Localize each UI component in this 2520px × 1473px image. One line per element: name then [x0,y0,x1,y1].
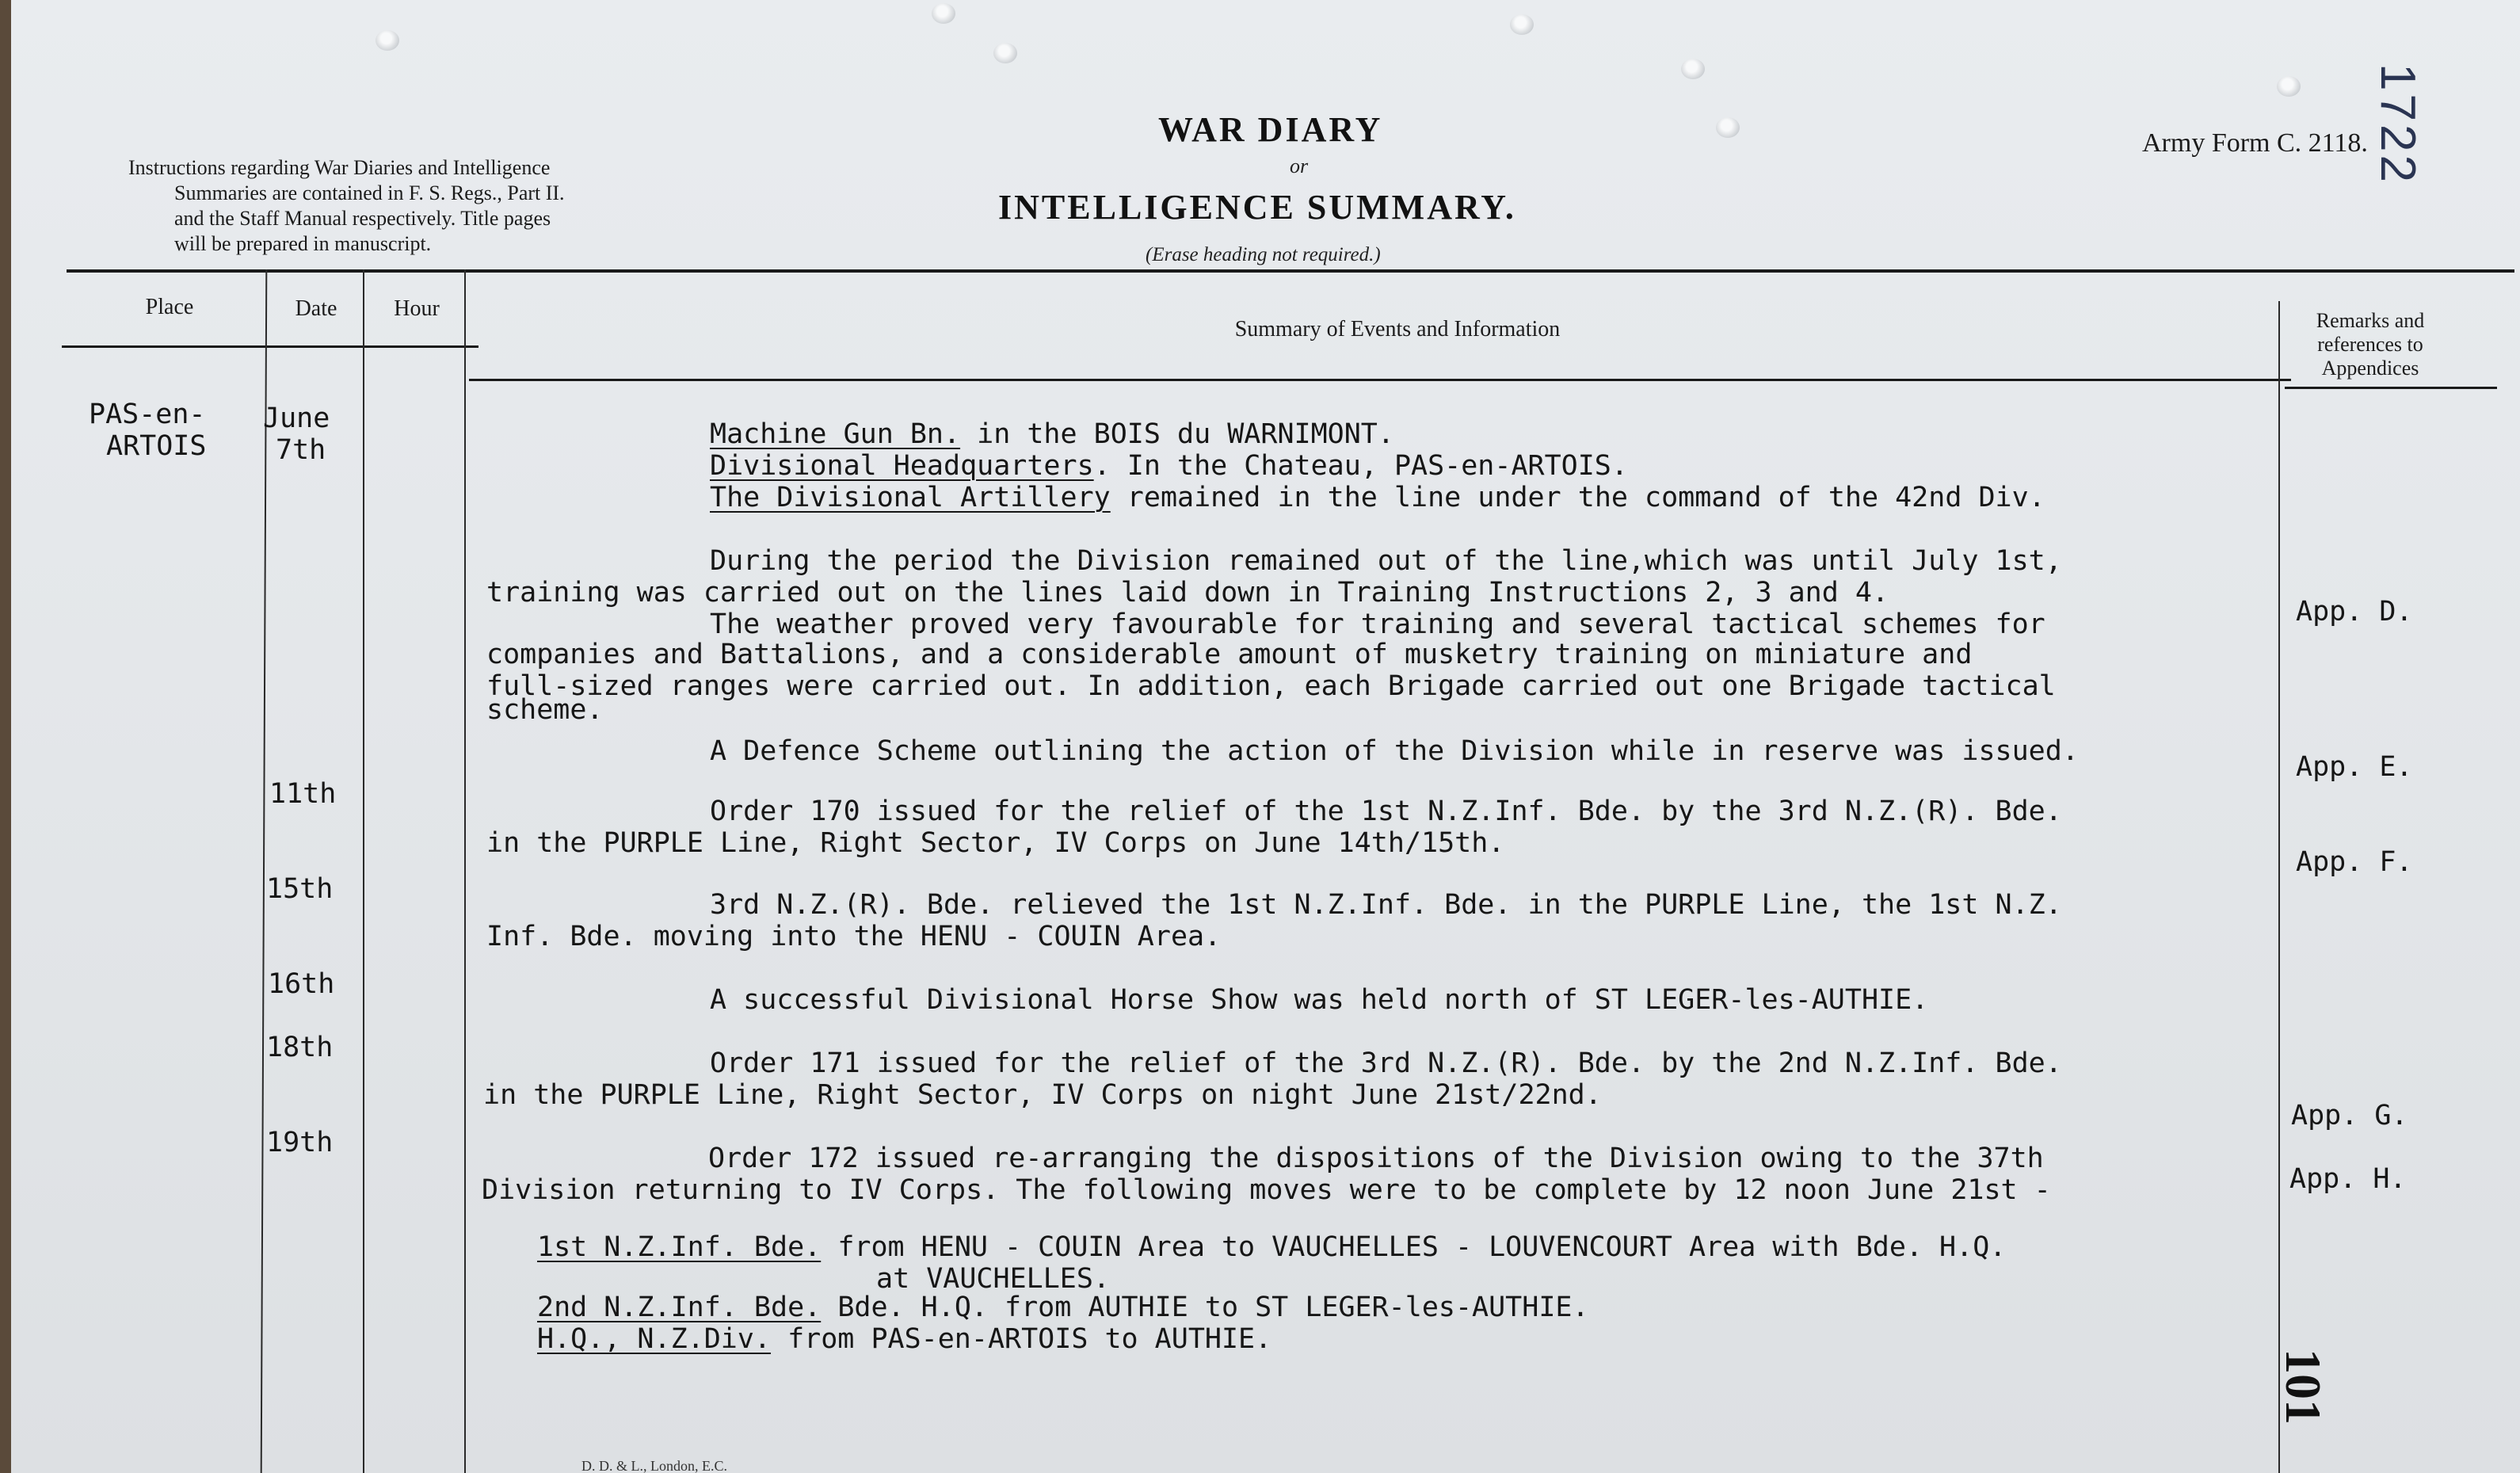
date-day: 18th [266,1032,334,1063]
entry-line: training was carried out on the lines laid down in Training Instructions 2, 3 and 4. [486,577,1889,609]
entry-line: 3rd N.Z.(R). Bde. relieved the 1st N.Z.Inf. Bde. in the PURPLE Line, the 1st N.Z. [710,889,2062,921]
unit-heading: The Divisional Artillery [710,482,1111,513]
instructions-line: Summaries are contained in F. S. Regs., Part II. [174,181,565,204]
remarks-header-line: references to [2317,333,2423,356]
entry-line: companies and Battalions, and a considerable amount of musketry training on miniature and [486,639,1973,670]
punch-hole [932,3,955,24]
instructions-line: Instructions regarding War Diaries and Intelligence [128,156,551,179]
entry-line: Order 172 issued re-arranging the dispositions of the Division owing to the 37th [708,1143,2044,1174]
date-day: 11th [269,778,337,810]
printer-imprint: D. D. & L., London, E.C. [581,1458,727,1473]
column-header-place: Place [145,295,194,319]
army-form-number: Army Form C. 2118. [2142,128,2368,158]
form-title-or: or [1290,155,1309,177]
header-bottom-rule-remarks [2285,387,2497,389]
unit-heading: 1st N.Z.Inf. Bde. [537,1231,822,1263]
punch-hole [1510,14,1534,35]
instructions-line: will be prepared in manuscript. [174,232,432,255]
date-day: 19th [266,1127,334,1158]
date-day: 7th [276,434,326,466]
unit-heading: H.Q., N.Z.Div. [537,1323,772,1355]
folio-number: 1722 [2370,63,2425,185]
erase-heading-note: (Erase heading not required.) [1146,244,1381,265]
entry-text: from HENU - COUIN Area to VAUCHELLES - LOUVENCOURT Area with Bde. H.Q. [837,1231,2007,1263]
war-diary-page [11,0,2520,1473]
appendix-reference: App. E. [2296,751,2413,783]
unit-heading: 2nd N.Z.Inf. Bde. [537,1292,822,1323]
entry-line [710,418,1394,450]
column-header-hour: Hour [394,296,440,321]
entry-line: in the PURPLE Line, Right Sector, IV Corps on June 14th/15th. [486,827,1505,859]
entry-text: Bde. H.Q. from AUTHIE to ST LEGER-les-AUTHIE. [837,1292,1589,1323]
punch-hole [1716,117,1740,138]
entry-text: remained in the line under the command of the 42nd Div. [1110,482,2045,513]
instructions-note [128,155,730,257]
unit-heading: Divisional Headquarters [710,450,1094,482]
date-month: June [263,403,330,434]
remarks-header-line: Remarks and [2316,309,2425,332]
move-line [537,1292,1589,1323]
entry-text: . In the Chateau, PAS-en-ARTOIS. [1093,450,1628,482]
place-line: PAS-en- [89,399,206,430]
move-line [537,1231,2006,1263]
column-header-date: Date [295,296,337,321]
column-header-summary: Summary of Events and Information [1234,317,1561,342]
move-line [537,1323,1271,1355]
header-bottom-rule-summary [469,379,2291,381]
move-line: at VAUCHELLES. [876,1263,1111,1295]
unit-heading: Machine Gun Bn. [710,418,961,450]
appendix-reference: App. H. [2289,1163,2407,1195]
header-bottom-rule-left [62,345,478,348]
date-day: 16th [268,968,335,1000]
entry-line: During the period the Division remained out of the line,which was until July 1st, [710,545,2062,577]
header-top-rule [67,269,2514,273]
instructions-line: and the Staff Manual respectively. Title pages [174,207,551,230]
column-header-remarks [2291,309,2449,380]
punch-hole [376,30,399,51]
entry-line: full-sized ranges were carried out. In addition, each Brigade carried out one Brigade tactical [486,670,2056,702]
punch-hole [2277,76,2301,97]
column-divider-date [363,269,364,1473]
entry-line: Division returning to IV Corps. The following moves were to be complete by 12 noon June 21st - [482,1174,2051,1206]
appendix-reference: App. F. [2296,846,2413,878]
column-divider-place [261,269,268,1473]
date-day: 15th [266,873,334,905]
place-line: ARTOIS [106,430,207,462]
entry-line: scheme. [486,694,604,726]
form-title-war-diary: WAR DIARY [1158,110,1383,149]
entry-line [710,450,1628,482]
entry-line: Inf. Bde. moving into the HENU - COUIN Area. [486,921,1222,952]
entry-text: from PAS-en-ARTOIS to AUTHIE. [787,1323,1272,1355]
column-divider-hour [464,269,466,1473]
entry-line: A successful Divisional Horse Show was held north of ST LEGER-les-AUTHIE. [710,984,1929,1016]
entry-line: Order 170 issued for the relief of the 1st N.Z.Inf. Bde. by the 3rd N.Z.(R). Bde. [710,796,2062,827]
entry-line: Order 171 issued for the relief of the 3rd N.Z.(R). Bde. by the 2nd N.Z.Inf. Bde. [710,1048,2062,1079]
form-title-intelligence-summary: INTELLIGENCE SUMMARY. [998,188,1516,227]
entry-line: The weather proved very favourable for training and several tactical schemes for [710,609,2045,640]
column-divider-remarks [2278,301,2280,1473]
entry-text: in the BOIS du WARNIMONT. [960,418,1394,450]
punch-hole [993,43,1017,63]
entry-line [710,482,2045,513]
page-number-stamp: 101 [2275,1349,2331,1425]
appendix-reference: App. G. [2291,1100,2408,1131]
punch-hole [1681,59,1705,79]
appendix-reference: App. D. [2296,596,2413,628]
entry-line: in the PURPLE Line, Right Sector, IV Corps on night June 21st/22nd. [483,1079,1602,1111]
entry-line: A Defence Scheme outlining the action of the Division while in reserve was issued. [710,735,2079,767]
remarks-header-line: Appendices [2321,357,2419,380]
